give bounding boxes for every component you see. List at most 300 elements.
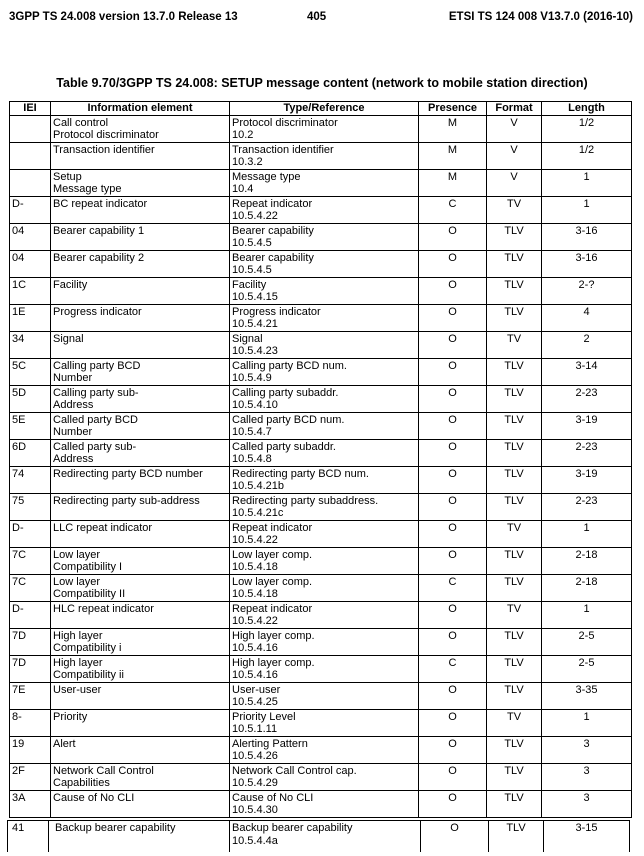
iei-code: 1C	[12, 278, 27, 291]
cell-iei	[10, 466, 51, 493]
table-continuation-row	[7, 820, 630, 852]
length-value: 2-18	[575, 548, 598, 561]
type-name: Redirecting party BCD num.	[232, 467, 369, 480]
cell-information-element	[51, 439, 230, 466]
cell-format	[487, 520, 542, 547]
format-value: TV	[506, 197, 522, 210]
element-name-line-2: Protocol discriminator	[53, 129, 159, 141]
presence-value: C	[448, 197, 457, 210]
cell-iei	[10, 493, 51, 520]
element-name-line-2: Compatibility I	[53, 561, 123, 573]
cell-type-reference	[230, 763, 419, 790]
table-row	[10, 304, 632, 331]
length-value: 3-14	[575, 359, 598, 372]
cell-format	[487, 250, 542, 277]
cell-length	[542, 790, 632, 817]
iei-code: 74	[12, 467, 25, 480]
cell-presence	[419, 601, 487, 628]
table-row	[10, 790, 632, 817]
table-row	[10, 763, 632, 790]
cell-presence	[419, 655, 487, 682]
cell-length	[542, 115, 632, 142]
cell-format	[487, 574, 542, 601]
cell-type-reference	[230, 601, 419, 628]
presence-value: O	[448, 278, 457, 291]
cell-type-reference	[230, 466, 419, 493]
cell-format	[487, 763, 542, 790]
presence-value: O	[448, 413, 457, 426]
cell-format	[487, 628, 542, 655]
format-value: TV	[506, 332, 522, 345]
table-row	[10, 547, 632, 574]
type-reference: 10.5.4.22	[232, 534, 278, 546]
table-row	[10, 601, 632, 628]
cell-type-reference	[230, 196, 419, 223]
cell-format	[487, 655, 542, 682]
cell-type-reference	[230, 709, 419, 736]
header-etsi-reference: ETSI TS 124 008 V13.7.0 (2016-10)	[448, 11, 633, 23]
cell-length	[542, 304, 632, 331]
element-name-line-1: Signal	[53, 332, 84, 345]
column-header-type-reference: Type/Reference	[230, 102, 419, 116]
table-row	[10, 385, 632, 412]
cell-information-element	[51, 547, 230, 574]
type-name: Cause of No CLI	[232, 791, 314, 804]
cell-type-reference	[230, 790, 419, 817]
table-row	[10, 412, 632, 439]
length-value: 2-23	[575, 386, 598, 399]
element-name-line-1: BC repeat indicator	[53, 197, 148, 210]
element-name-line-1: Priority	[53, 710, 88, 723]
iei-code: D-	[12, 602, 24, 615]
table-row	[10, 331, 632, 358]
presence-value: O	[448, 629, 457, 642]
cell-length	[542, 574, 632, 601]
type-name: Network Call Control cap.	[232, 764, 357, 777]
cell-iei	[10, 655, 51, 682]
format-value: TLV	[504, 359, 524, 372]
element-name-line-1: Bearer capability 1	[53, 224, 145, 237]
element-name-line-1: Setup	[53, 170, 82, 183]
cell-format: TLV	[489, 821, 544, 853]
format-value: TLV	[504, 440, 524, 453]
cell-information-element	[51, 493, 230, 520]
iei-code: 6D	[12, 440, 27, 453]
cell-type-reference	[230, 250, 419, 277]
type-name: Bearer capability	[232, 251, 314, 264]
cell-iei	[10, 304, 51, 331]
presence-value: M	[447, 170, 458, 183]
length-value: 3-35	[575, 683, 598, 696]
type-name: Repeat indicator	[232, 521, 313, 534]
presence-value: M	[447, 116, 458, 129]
cell-information-element	[51, 223, 230, 250]
table-row	[10, 709, 632, 736]
length-value: 2-18	[575, 575, 598, 588]
column-header-information-element: Information element	[51, 102, 230, 116]
cell-presence	[419, 466, 487, 493]
cell-format	[487, 169, 542, 196]
cell-type-reference	[230, 682, 419, 709]
cell-iei	[10, 223, 51, 250]
length-value: 3-19	[575, 467, 598, 480]
table-title: Table 9.70/3GPP TS 24.008: SETUP message content (network to mobile station direction)	[56, 76, 588, 90]
cell-length	[542, 142, 632, 169]
cell-iei	[10, 763, 51, 790]
table-row	[10, 169, 632, 196]
cell-format	[487, 493, 542, 520]
length-value: 2-?	[578, 278, 595, 291]
presence-value: O	[448, 683, 457, 696]
format-value: TLV	[504, 305, 524, 318]
cell-type-reference	[230, 520, 419, 547]
length-value: 3	[583, 737, 590, 750]
presence-value: C	[448, 656, 457, 669]
type-name: Repeat indicator	[232, 197, 313, 210]
cell-format	[487, 439, 542, 466]
cell-length	[542, 655, 632, 682]
length-value: 3-19	[575, 413, 598, 426]
cell-information-element	[51, 304, 230, 331]
cell-presence	[419, 142, 487, 169]
cell-presence	[419, 223, 487, 250]
element-name-line-1: Alert	[53, 737, 76, 750]
length-value: 3	[583, 791, 590, 804]
table-row	[10, 115, 632, 142]
type-name: Low layer comp.	[232, 575, 313, 588]
element-name-line-2: Address	[53, 453, 94, 465]
cell-information-element: Backup bearer capability	[49, 821, 230, 853]
cell-type-reference	[230, 277, 419, 304]
element-name-line-2: Address	[53, 399, 94, 411]
length-value: 2-5	[578, 656, 595, 669]
format-value: V	[510, 116, 518, 129]
iei-code: 7C	[12, 575, 27, 588]
format-value: TLV	[504, 683, 524, 696]
cell-iei	[10, 574, 51, 601]
type-name: Backup bearer capability	[232, 822, 353, 834]
type-reference: 10.5.4.23	[232, 345, 278, 357]
element-name-line-2: Compatibility i	[53, 642, 122, 654]
cell-iei	[10, 385, 51, 412]
cell-format	[487, 331, 542, 358]
element-name-line-1: Facility	[53, 278, 88, 291]
length-value: 1	[583, 170, 590, 183]
type-name: Called party subaddr.	[232, 440, 336, 453]
element-name-line-1: LLC repeat indicator	[53, 521, 153, 534]
iei-code: 7E	[12, 683, 26, 696]
cell-presence	[419, 385, 487, 412]
format-value: TLV	[504, 251, 524, 264]
element-name-line-1: Transaction identifier	[53, 143, 155, 156]
element-name-line-1: Low layer	[53, 548, 101, 561]
cell-length	[542, 493, 632, 520]
type-reference: 10.5.4.16	[232, 642, 278, 654]
cell-length	[542, 385, 632, 412]
type-reference: 10.5.4.8	[232, 453, 272, 465]
cell-information-element	[51, 358, 230, 385]
cell-presence	[419, 790, 487, 817]
length-value: 3	[583, 764, 590, 777]
iei-code: 19	[12, 737, 25, 750]
cell-information-element	[51, 385, 230, 412]
iei-code: 3A	[12, 791, 26, 804]
type-name: Protocol discriminator	[232, 116, 338, 129]
cell-presence	[419, 358, 487, 385]
cell-length	[542, 169, 632, 196]
cell-information-element	[51, 736, 230, 763]
table-row	[10, 628, 632, 655]
type-reference: 10.5.4.9	[232, 372, 272, 384]
cell-format	[487, 682, 542, 709]
cell-information-element	[51, 628, 230, 655]
cell-iei	[10, 358, 51, 385]
cell-type-reference	[230, 821, 421, 853]
cell-type-reference	[230, 655, 419, 682]
cell-iei	[10, 547, 51, 574]
cell-length	[542, 277, 632, 304]
cell-format	[487, 601, 542, 628]
type-reference: 10.5.4.4a	[232, 834, 278, 847]
cell-format	[487, 196, 542, 223]
cell-information-element	[51, 169, 230, 196]
table-header-row	[10, 102, 632, 116]
element-name-line-1: High layer	[53, 656, 103, 669]
cell-type-reference	[230, 223, 419, 250]
element-name-line-1: Cause of No CLI	[53, 791, 135, 804]
type-name: Message type	[232, 170, 301, 183]
presence-value: O	[448, 467, 457, 480]
cell-length	[542, 682, 632, 709]
setup-message-table	[9, 101, 632, 818]
length-value: 2-23	[575, 494, 598, 507]
table-row	[10, 250, 632, 277]
cell-information-element	[51, 682, 230, 709]
length-value: 1/2	[578, 143, 595, 156]
type-name: Facility	[232, 278, 267, 291]
table-row	[10, 493, 632, 520]
type-name: User-user	[232, 683, 281, 696]
table-row	[10, 520, 632, 547]
format-value: TLV	[504, 278, 524, 291]
cell-information-element	[51, 655, 230, 682]
type-reference: 10.5.1.11	[232, 723, 278, 735]
element-name-line-2: Number	[53, 372, 93, 384]
table-row	[10, 736, 632, 763]
element-name-line-2: Number	[53, 426, 93, 438]
element-name-line-1: Bearer capability 2	[53, 251, 145, 264]
element-name-line-2: Capabilities	[53, 777, 110, 789]
cell-iei	[10, 439, 51, 466]
type-name: Transaction identifier	[232, 143, 334, 156]
presence-value: O	[448, 440, 457, 453]
element-name-line-1: Low layer	[53, 575, 101, 588]
format-value: TLV	[504, 656, 524, 669]
length-value: 2-5	[578, 629, 595, 642]
cell-type-reference	[230, 142, 419, 169]
type-reference: 10.5.4.22	[232, 210, 278, 222]
cell-length	[542, 709, 632, 736]
type-reference: 10.5.4.10	[232, 399, 278, 411]
iei-code: 34	[12, 332, 25, 345]
presence-value: O	[448, 791, 457, 804]
element-name-line-1: Progress indicator	[53, 305, 142, 318]
type-reference: 10.5.4.18	[232, 561, 278, 573]
presence-value: O	[448, 386, 457, 399]
cell-iei	[10, 736, 51, 763]
table-row	[10, 466, 632, 493]
iei-code: 04	[12, 251, 25, 264]
cell-length	[542, 439, 632, 466]
table-row	[10, 277, 632, 304]
iei-code: 1E	[12, 305, 26, 318]
cell-presence	[419, 709, 487, 736]
type-reference: 10.5.4.21b	[232, 480, 284, 492]
format-value: TLV	[504, 764, 524, 777]
format-value: V	[510, 170, 518, 183]
cell-length	[542, 601, 632, 628]
cell-information-element	[51, 142, 230, 169]
cell-length	[542, 547, 632, 574]
cell-format	[487, 223, 542, 250]
length-value: 2	[583, 332, 590, 345]
presence-value: O	[448, 305, 457, 318]
cell-presence	[419, 763, 487, 790]
length-value: 1	[583, 197, 590, 210]
length-value: 1	[583, 521, 590, 534]
presence-value: O	[448, 602, 457, 615]
cell-iei	[10, 196, 51, 223]
header-spec-version: 3GPP TS 24.008 version 13.7.0 Release 13	[9, 11, 238, 23]
cell-length: 3-15	[544, 821, 630, 853]
cell-type-reference	[230, 304, 419, 331]
length-value: 4	[583, 305, 590, 318]
presence-value: C	[448, 575, 457, 588]
format-value: V	[510, 143, 518, 156]
cell-format	[487, 709, 542, 736]
presence-value: O	[448, 521, 457, 534]
cell-format	[487, 277, 542, 304]
cell-format	[487, 358, 542, 385]
format-value: TV	[506, 710, 522, 723]
cell-length	[542, 628, 632, 655]
cell-iei	[10, 115, 51, 142]
iei-code: 5C	[12, 359, 27, 372]
table-row	[10, 142, 632, 169]
table-row	[10, 655, 632, 682]
cell-iei	[10, 709, 51, 736]
cell-presence	[419, 304, 487, 331]
element-name-line-1: Called party sub-	[53, 440, 137, 453]
header-page-number: 405	[307, 11, 327, 23]
cell-length	[542, 331, 632, 358]
cell-type-reference	[230, 628, 419, 655]
type-reference: 10.5.4.30	[232, 804, 278, 816]
presence-value: O	[448, 494, 457, 507]
cell-presence	[419, 439, 487, 466]
element-name-line-1: Network Call Control	[53, 764, 154, 777]
cell-information-element	[51, 601, 230, 628]
cell-presence	[419, 493, 487, 520]
element-name-line-2: Compatibility ii	[53, 669, 124, 681]
cell-information-element	[51, 466, 230, 493]
cell-information-element	[51, 790, 230, 817]
type-name: Low layer comp.	[232, 548, 313, 561]
cell-presence	[419, 169, 487, 196]
cell-presence: O	[421, 821, 489, 853]
cell-format	[487, 412, 542, 439]
cell-information-element	[51, 412, 230, 439]
element-name-line-1: HLC repeat indicator	[53, 602, 154, 615]
cell-presence	[419, 277, 487, 304]
type-reference: 10.5.4.21c	[232, 507, 284, 519]
type-name: Alerting Pattern	[232, 737, 308, 750]
cell-information-element	[51, 574, 230, 601]
cell-presence	[419, 250, 487, 277]
iei-code: 04	[12, 224, 25, 237]
type-reference: 10.5.4.21	[232, 318, 278, 330]
cell-presence	[419, 628, 487, 655]
type-name: Redirecting party subaddress.	[232, 494, 379, 507]
element-name-line-2: Compatibility II	[53, 588, 126, 600]
format-value: TLV	[504, 575, 524, 588]
cell-length	[542, 358, 632, 385]
cell-format	[487, 142, 542, 169]
iei-code: 7D	[12, 629, 27, 642]
cell-length	[542, 520, 632, 547]
cell-format	[487, 385, 542, 412]
cell-presence	[419, 574, 487, 601]
cell-iei: 41	[8, 821, 49, 853]
format-value: TLV	[504, 467, 524, 480]
iei-code: 7D	[12, 656, 27, 669]
cell-format	[487, 304, 542, 331]
cell-type-reference	[230, 493, 419, 520]
length-value: 1	[583, 710, 590, 723]
cell-length	[542, 412, 632, 439]
format-value: TV	[506, 521, 522, 534]
cell-information-element	[51, 277, 230, 304]
cell-type-reference	[230, 439, 419, 466]
cell-type-reference	[230, 331, 419, 358]
cell-length	[542, 250, 632, 277]
cell-iei	[10, 628, 51, 655]
type-reference: 10.2	[232, 129, 254, 141]
iei-code: 5E	[12, 413, 26, 426]
cell-presence	[419, 331, 487, 358]
cell-type-reference	[230, 169, 419, 196]
cell-presence	[419, 412, 487, 439]
presence-value: M	[447, 143, 458, 156]
element-name-line-1: Called party BCD	[53, 413, 138, 426]
cell-information-element	[51, 250, 230, 277]
type-name: Calling party subaddr.	[232, 386, 339, 399]
type-name: Priority Level	[232, 710, 296, 723]
format-value: TLV	[504, 791, 524, 804]
iei-code: D-	[12, 521, 24, 534]
table-row	[10, 358, 632, 385]
type-name: Signal	[232, 332, 263, 345]
table-row	[10, 223, 632, 250]
presence-value: O	[448, 710, 457, 723]
format-value: TLV	[504, 629, 524, 642]
cell-length	[542, 736, 632, 763]
element-name-line-1: User-user	[53, 683, 102, 696]
length-value: 1/2	[578, 116, 595, 129]
cell-iei	[10, 682, 51, 709]
cell-type-reference	[230, 115, 419, 142]
format-value: TLV	[504, 737, 524, 750]
